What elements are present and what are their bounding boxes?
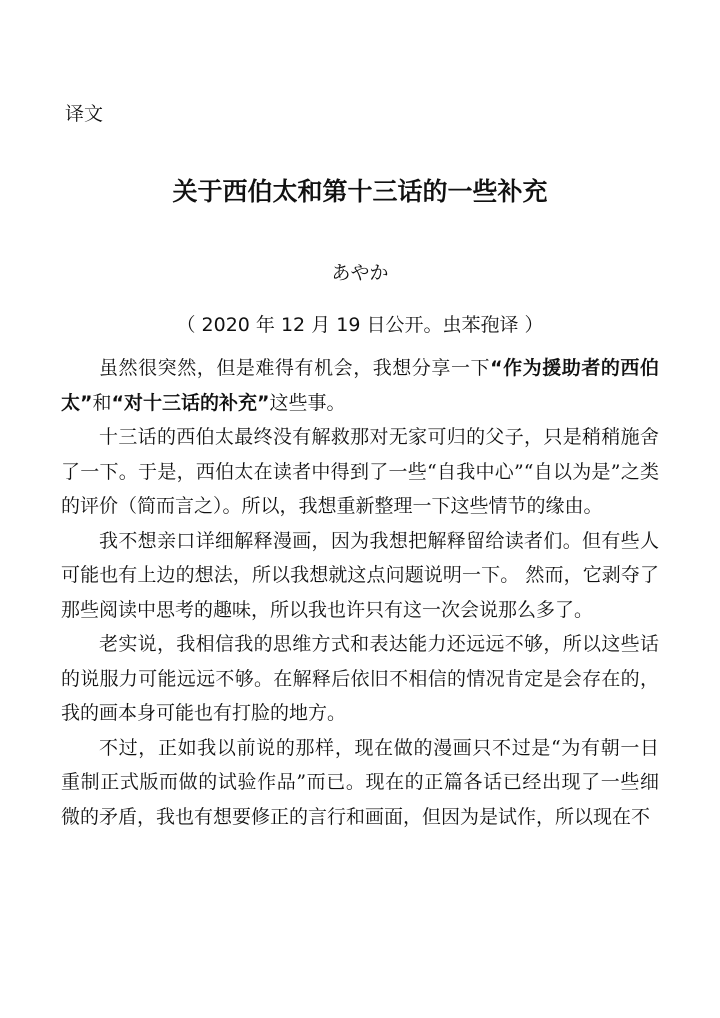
author-name: あやか (331, 262, 389, 284)
paragraph-2: 十三话的西伯太最终没有解救那对无家可归的父子，只是稍稍施舍了一下。于是，西伯太在读者中得到了一些“自我中心”“自以为是”之类的评价（简而言之）。所以，我想重新整理一下这些情节的缘由。 (61, 426, 659, 517)
paragraph-1-text-a: 虽然很突然，但是难得有机会，我想分享一下 (99, 357, 491, 379)
emphasis-helper-sibata: “作为援助者的西伯太” (61, 357, 659, 414)
paragraph-1-text-c: 这些事。 (269, 391, 346, 414)
paragraph-4: 老实说，我相信我的思维方式和表达能力还远远不够，所以这些话的说服力可能远远不够。在解释后依旧不相信的情况肯定是会存在的，我的画本身可能也有打脸的地方。 (61, 633, 659, 724)
section-label: 译文 (65, 103, 104, 125)
article-title: 关于西伯太和第十三话的一些补充 (172, 177, 548, 206)
paragraph-1-text-b: 和 (92, 391, 112, 414)
article-body (61, 351, 659, 834)
paragraph-1 (61, 351, 659, 420)
paragraph-3: 我不想亲口详细解释漫画，因为我想把解释留给读者们。但有些人可能也有上边的想法，所以我想就这点问题说明一下。 然而，它剥夺了那些阅读中思考的趣味，所以我也许只有这一次会说那么多了。 (61, 529, 659, 621)
publication-note: （ 2020 年 12 月 19 日公开。虫苯孢译 ） (176, 314, 544, 336)
paragraph-5: 不过，正如我以前说的那样，现在做的漫画只不过是“为有朝一日重制正式版而做的试验作品”而已。现在的正篇各话已经出现了一些细微的矛盾，我也有想要修正的言行和画面，但因为是试作，所以现在不 (61, 736, 659, 828)
emphasis-episode-13: “对十三话的补充” (111, 391, 270, 414)
